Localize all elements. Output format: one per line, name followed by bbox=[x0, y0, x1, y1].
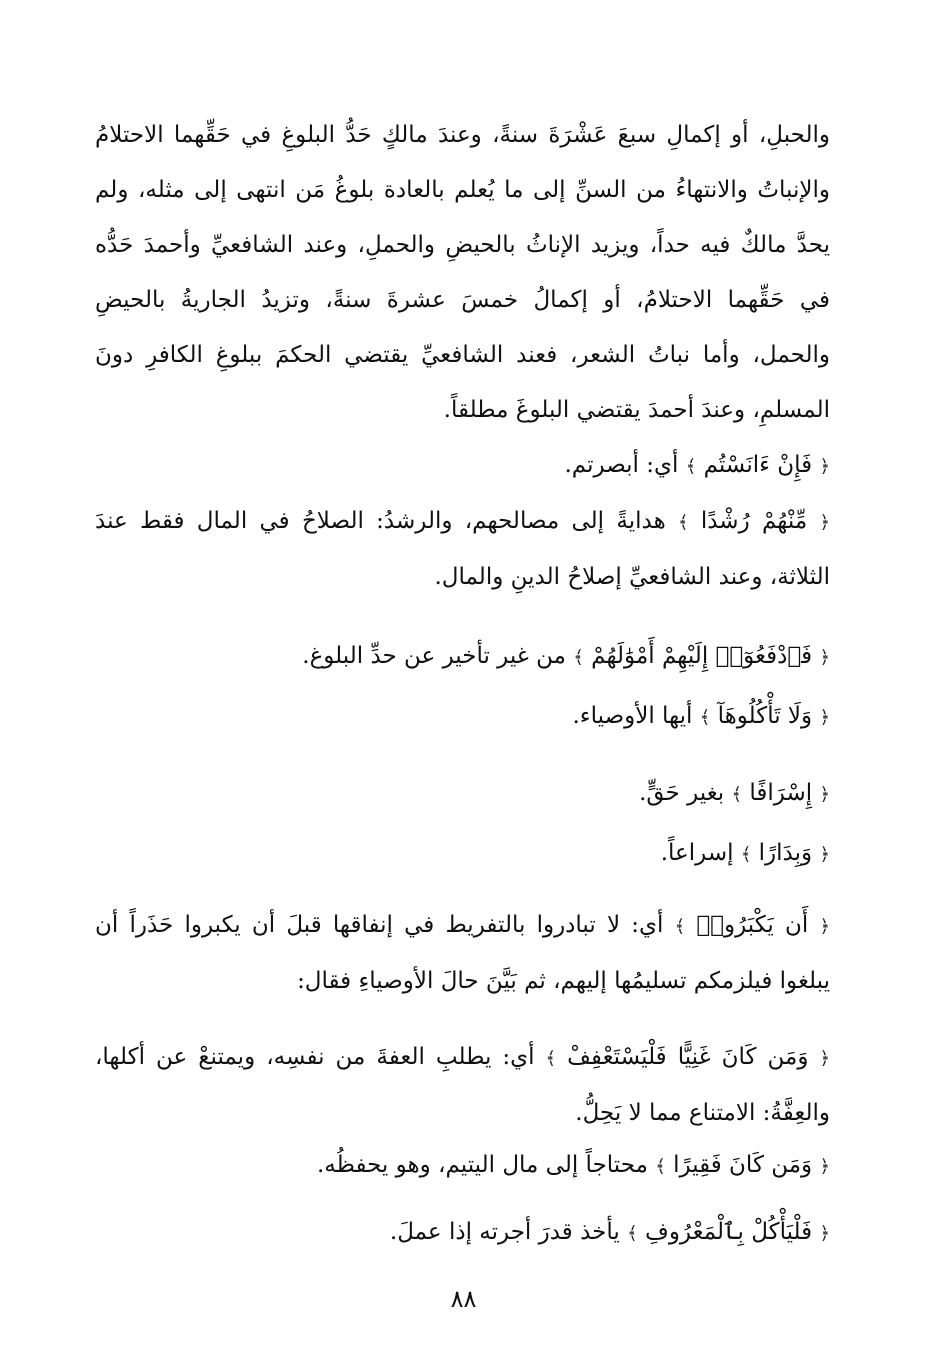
paragraph-6 bbox=[95, 766, 830, 822]
verse-close-bracket: ﴾ bbox=[731, 784, 743, 805]
paragraph-text: أي: أبصرتم. bbox=[564, 452, 679, 478]
paragraph-text: يأخذ قدرَ أجرته إذا عملَ. bbox=[389, 1219, 620, 1245]
quran-verse: فَٱدْفَعُوٓا۟ إِلَيْهِمْ أَمْوَٰلَهُمْ bbox=[591, 643, 813, 669]
quran-verse: وَبِدَارًا bbox=[758, 840, 813, 866]
verse-open-bracket: ﴿ bbox=[819, 1223, 830, 1244]
paragraph-8 bbox=[95, 898, 830, 1009]
quran-verse: وَمَن كَانَ فَقِيرًا bbox=[673, 1152, 813, 1178]
verse-open-bracket: ﴿ bbox=[819, 512, 830, 533]
paragraph-text: أي: لا تبادروا بالتفريط في إنفاقها قبلَ أن يكبروا حَذَراً أن يبلغوا فيلزمكم تسليمُها إليهم، ثم بَيَّنَ حالَ الأوصياءِ فقال: bbox=[95, 912, 830, 994]
paragraph-text: من غير تأخير عن حدِّ البلوغ. bbox=[302, 643, 566, 669]
verse-close-bracket: ﴾ bbox=[545, 1048, 557, 1069]
paragraph-10 bbox=[95, 1138, 830, 1194]
verse-close-bracket: ﴾ bbox=[685, 456, 697, 477]
paragraph-3 bbox=[95, 494, 830, 605]
quran-verse: فَلْيَأْكُلْ بِٱلْمَعْرُوفِ bbox=[644, 1219, 813, 1245]
paragraph-text: أيها الأوصياء. bbox=[572, 703, 693, 729]
quran-verse: إِسْرَافًا bbox=[749, 780, 813, 806]
quran-verse: وَمَن كَانَ غَنِيًّا فَلْيَسْتَعْفِفْ bbox=[567, 1044, 809, 1070]
paragraph-5 bbox=[95, 689, 830, 745]
verse-close-bracket: ﴾ bbox=[655, 1156, 666, 1177]
verse-close-bracket: ﴾ bbox=[740, 844, 752, 865]
paragraph-text: هدايةً إلى مصالحهم، والرشدُ: الصلاحُ في المال فقط عندَ الثلاثة، وعند الشافعيِّ إصلاحُ الدينِ والمال. bbox=[95, 508, 830, 590]
quran-verse: فَإِنْ ءَانَسْتُم bbox=[703, 452, 813, 478]
paragraph-2 bbox=[95, 438, 830, 494]
paragraph-9 bbox=[95, 1030, 830, 1141]
verse-close-bracket: ﴾ bbox=[678, 512, 689, 533]
verse-open-bracket: ﴿ bbox=[819, 844, 830, 865]
verse-open-bracket: ﴿ bbox=[819, 707, 830, 728]
verse-open-bracket: ﴿ bbox=[819, 916, 831, 937]
paragraph-text: محتاجاً إلى مال اليتيم، وهو يحفظُه. bbox=[316, 1152, 648, 1178]
verse-open-bracket: ﴿ bbox=[819, 456, 830, 477]
verse-close-bracket: ﴾ bbox=[573, 647, 584, 668]
verse-close-bracket: ﴾ bbox=[627, 1223, 638, 1244]
paragraph-text: إسراعاً. bbox=[660, 840, 734, 866]
verse-open-bracket: ﴿ bbox=[819, 1048, 831, 1069]
paragraph-text: أي: يطلبِ العفةَ من نفسِه، ويمتنعْ عن أكلها، والعِفَّةُ: الامتناع مما لا يَحِلُّ. bbox=[95, 1044, 830, 1126]
paragraph-text: بغير حَقٍّ. bbox=[639, 780, 725, 806]
paragraph-4 bbox=[95, 629, 830, 685]
paragraph-text: والحبلِ، أو إكمالِ سبعَ عَشْرَةَ سنةً، وعندَ مالكٍ حَدُّ البلوغِ في حَقِّهما الاحتلامُ والإنباتُ والانتهاءُ من السنِّ إلى ما يُعلم بالعادة بلوغُ مَن انتهى إلى مثله، ولم يحدَّ مالكٌ فيه حداً، ويزيد الإناثُ بالحيضِ والحملِ، وعند الشافعيِّ وأحمدَ حَدُّه في حَقِّهما الاحتلامُ، أو إكمالُ خمسَ عشرةَ سنةً، وتزيدُ الجاريةُ بالحيضِ والحمل، وأما نباتُ الشعر، فعند الشافعيِّ يقتضي الحكمَ ببلوغِ الكافرِ دونَ المسلمِ، وعندَ أحمدَ يقتضي البلوغَ مطلقاً. bbox=[95, 122, 830, 423]
verse-close-bracket: ﴾ bbox=[674, 916, 686, 937]
paragraph-1 bbox=[95, 108, 830, 438]
paragraph-11 bbox=[95, 1205, 830, 1261]
verse-open-bracket: ﴿ bbox=[819, 1156, 830, 1177]
quran-verse: أَن يَكْبَرُوا۟ bbox=[696, 912, 809, 938]
verse-open-bracket: ﴿ bbox=[819, 784, 830, 805]
paragraph-7 bbox=[95, 826, 830, 882]
verse-close-bracket: ﴾ bbox=[699, 707, 711, 728]
quran-verse: وَلَا تَأْكُلُوهَآ bbox=[717, 703, 813, 729]
quran-verse: مِّنْهُمْ رُشْدًا bbox=[700, 508, 808, 534]
verse-open-bracket: ﴿ bbox=[819, 647, 830, 668]
page-number: ٨٨ bbox=[450, 1285, 477, 1313]
